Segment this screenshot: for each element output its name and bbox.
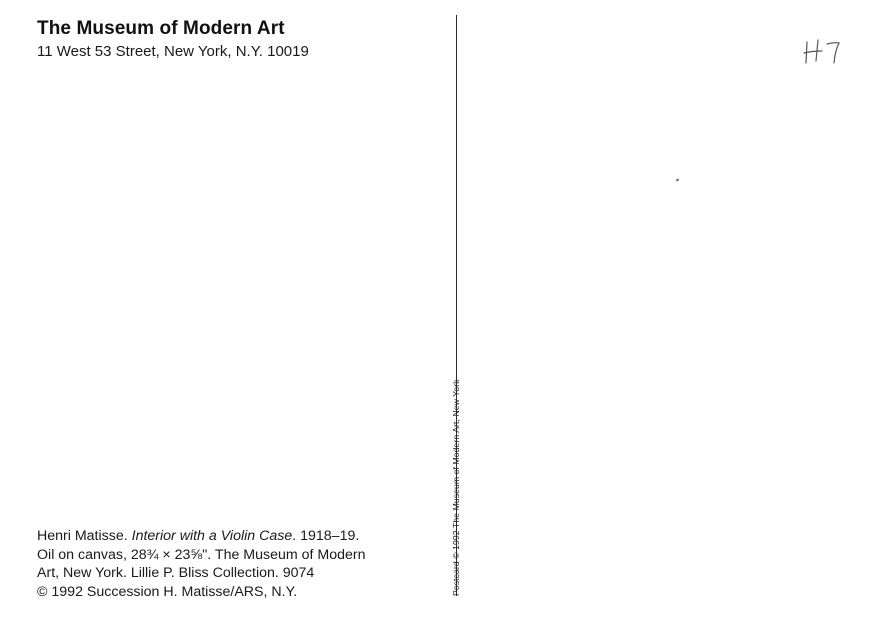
museum-name: The Museum of Modern Art — [37, 18, 285, 39]
artist-name: Henri Matisse. — [37, 528, 128, 544]
artwork-date: . 1918–19. — [292, 528, 360, 544]
museum-header — [37, 17, 309, 62]
caption-line-2: Oil on canvas, 28¾ × 23⅝". The Museum of Modern — [37, 546, 366, 563]
artwork-caption — [37, 527, 437, 601]
museum-address: 11 West 53 Street, New York, N.Y. 10019 — [37, 43, 309, 60]
artwork-title: Interior with a Violin Case — [131, 528, 293, 544]
ink-speck — [676, 178, 680, 181]
handwritten-mark — [803, 36, 847, 68]
caption-line-4: © 1992 Succession H. Matisse/ARS, N.Y. — [37, 583, 298, 600]
caption-line-1 — [37, 527, 437, 546]
postcard-credit: Postcard © 1992 The Museum of Modern Art, New York — [451, 379, 461, 596]
caption-line-3: Art, New York. Lillie P. Bliss Collection. 9074 — [37, 565, 315, 581]
